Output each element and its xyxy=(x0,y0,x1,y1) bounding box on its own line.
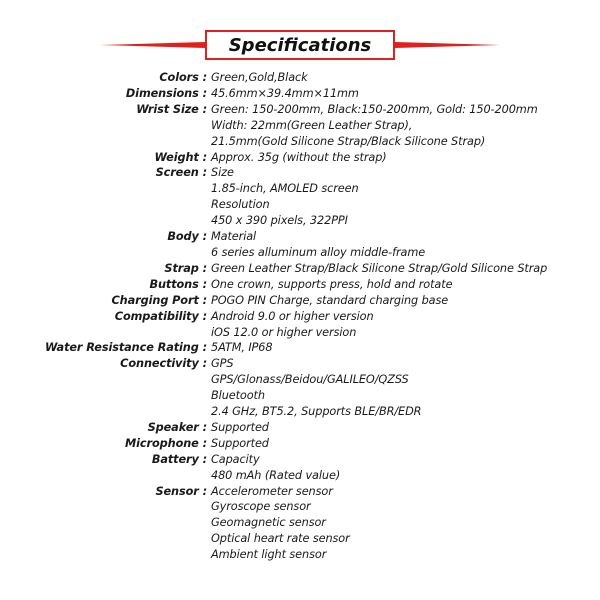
spec-row xyxy=(0,165,600,229)
spec-label: Sensor : xyxy=(155,484,207,498)
spec-values xyxy=(211,484,600,564)
spec-value: POGO PIN Charge, standard charging base xyxy=(211,293,449,307)
spec-values xyxy=(211,356,600,420)
spec-row xyxy=(0,452,600,484)
spec-row xyxy=(0,277,600,293)
spec-values xyxy=(211,340,600,356)
spec-list xyxy=(0,70,600,563)
right-red-line xyxy=(395,42,500,48)
spec-label: Charging Port : xyxy=(111,293,207,307)
spec-label: Microphone : xyxy=(125,436,207,450)
spec-value: Green,Gold,Black xyxy=(211,71,308,84)
spec-value: GPS xyxy=(211,357,234,371)
spec-values xyxy=(211,261,600,277)
spec-label: Dimensions : xyxy=(125,86,207,100)
spec-value: Material xyxy=(211,230,257,244)
spec-row xyxy=(0,484,600,564)
spec-label: Weight : xyxy=(154,150,207,164)
spec-row xyxy=(0,356,600,420)
spec-row xyxy=(0,420,600,436)
spec-value: 5ATM, IP68 xyxy=(211,341,273,355)
spec-label: Water Resistance Rating : xyxy=(44,341,207,355)
spec-value: Capacity xyxy=(211,452,260,466)
spec-value: 6 series alluminum alloy middle-frame xyxy=(211,245,426,259)
spec-values xyxy=(211,293,600,309)
spec-values xyxy=(211,165,600,229)
spec-label: Screen : xyxy=(155,166,207,180)
spec-value: Supported xyxy=(211,420,269,434)
spec-value: Geomagnetic sensor xyxy=(211,516,326,530)
spec-row xyxy=(0,436,600,452)
spec-value: One crown, supports press, hold and rotate xyxy=(211,277,453,291)
spec-value: 480 mAh (Rated value) xyxy=(211,468,341,482)
spec-values xyxy=(211,277,600,293)
spec-values xyxy=(211,150,600,166)
spec-label: Colors : xyxy=(159,71,207,84)
spec-label: Connectivity : xyxy=(120,357,207,371)
left-red-line xyxy=(100,42,205,48)
spec-value: Android 9.0 or higher version xyxy=(211,309,374,323)
spec-label: Wrist Size : xyxy=(136,102,207,116)
spec-value: GPS/Glonass/Beidou/GALILEO/QZSS xyxy=(211,373,409,387)
spec-values xyxy=(211,229,600,261)
spec-value: 1.85-inch, AMOLED screen xyxy=(211,182,359,196)
page-title: Specifications xyxy=(205,30,395,60)
spec-values xyxy=(211,102,600,150)
spec-label: Speaker : xyxy=(147,420,207,434)
spec-values xyxy=(211,452,600,484)
spec-label: Body : xyxy=(167,230,207,244)
spec-value: Size xyxy=(211,166,234,180)
spec-value: Bluetooth xyxy=(211,389,265,403)
spec-value: 21.5mm(Gold Silicone Strap/Black Silicone Strap) xyxy=(211,134,486,148)
spec-value: Optical heart rate sensor xyxy=(211,532,350,546)
spec-value: Green Leather Strap/Black Silicone Strap/Gold Silicone Strap xyxy=(211,261,548,275)
spec-row xyxy=(0,340,600,356)
spec-row xyxy=(0,150,600,166)
spec-values xyxy=(211,86,600,102)
spec-value: Resolution xyxy=(211,198,270,212)
spec-row xyxy=(0,261,600,277)
spec-value: 45.6mm×39.4mm×11mm xyxy=(211,86,359,100)
spec-value: Accelerometer sensor xyxy=(211,484,333,498)
spec-value: 2.4 GHz, BT5.2, Supports BLE/BR/EDR xyxy=(211,405,422,419)
spec-row xyxy=(0,102,600,150)
spec-values xyxy=(211,70,600,86)
spec-row xyxy=(0,293,600,309)
spec-label: Strap : xyxy=(164,261,207,275)
spec-value: Approx. 35g (without the strap) xyxy=(211,150,387,164)
spec-values xyxy=(211,420,600,436)
title-banner xyxy=(0,30,600,64)
spec-label: Battery : xyxy=(151,452,207,466)
spec-row xyxy=(0,70,600,86)
spec-value: Gyroscope sensor xyxy=(211,500,311,514)
spec-row xyxy=(0,229,600,261)
spec-label: Compatibility : xyxy=(114,309,207,323)
spec-label: Buttons : xyxy=(149,277,207,291)
spec-value: 450 x 390 pixels, 322PPI xyxy=(211,214,348,228)
spec-row xyxy=(0,309,600,341)
spec-values xyxy=(211,309,600,341)
spec-row xyxy=(0,86,600,102)
spec-value: Ambient light sensor xyxy=(211,548,327,562)
spec-value: iOS 12.0 or higher version xyxy=(211,325,357,339)
spec-value: Green: 150-200mm, Black:150-200mm, Gold: 150-200mm xyxy=(211,102,538,116)
spec-values xyxy=(211,436,600,452)
spec-value: Width: 22mm(Green Leather Strap), xyxy=(211,118,413,132)
spec-value: Supported xyxy=(211,436,269,450)
